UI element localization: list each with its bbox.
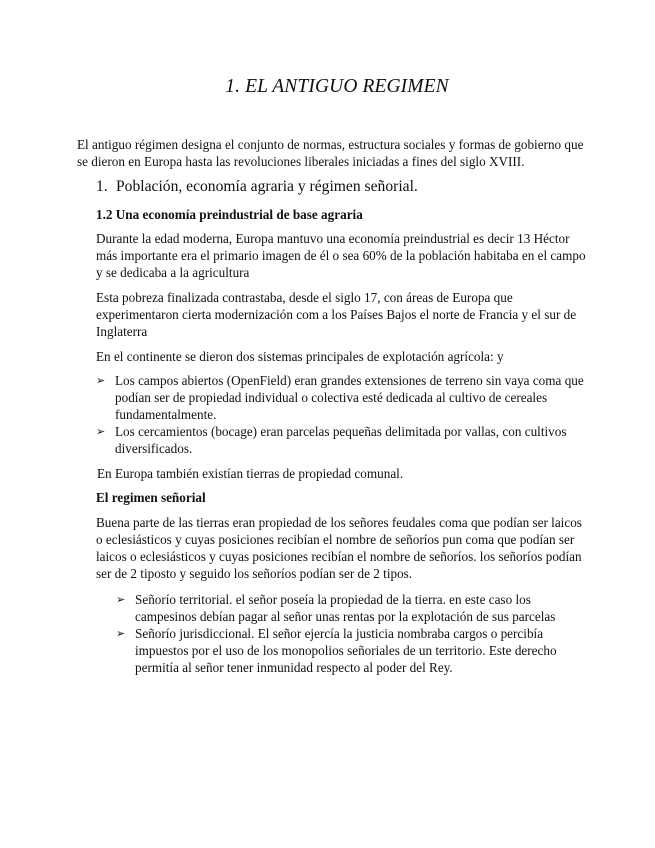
section-heading-poblacion [96, 177, 418, 196]
paragraph-economia-preindustrial: Durante la edad moderna, Europa mantuvo una economía preindustrial es decir 13 Héctor más importante era el primario imagen de él o sea 60% de la población habitaba en el campo y se dedicaba a la agricultura [96, 231, 586, 280]
list-item [96, 423, 587, 457]
list-item [96, 372, 587, 423]
paragraph-pobreza: Esta pobreza finalizada contrastaba, desde el siglo 17, con áreas de Europa que experimentaron cierta modernización com a los Países Bajos el norte de Francia y el sur de Inglaterra [96, 290, 577, 339]
page-title: 1. EL ANTIGUO REGIMEN [225, 76, 449, 97]
list-item-text: Los cercamientos (bocage) eran parcelas pequeñas delimitada por vallas, con cultivos diversificados. [115, 424, 567, 456]
arrow-bullet-icon: ➢ [96, 425, 106, 438]
section-heading-regimen-senorial: El regimen señorial [96, 490, 206, 505]
list-item-text: Señorío territorial. el señor poseía la propiedad de la tierra. en este caso los campesinos debían pagar al señor unas rentas por la explotación de sus parcelas [135, 592, 556, 624]
list-tipos-senorio [116, 591, 588, 676]
list-item-text: Señorío jurisdiccional. El señor ejercía la justicia nombraba cargos o percibía impuestos por el uso de los monopolios señoriales de un territorio. Este derecho permitía al señor tener inmunidad respecto al poder del Rey. [135, 626, 557, 675]
list-item [116, 625, 588, 676]
section-number: 1. [96, 178, 108, 195]
subsection-number: 1.2 [96, 207, 113, 222]
list-sistemas-agricolas [96, 372, 587, 457]
list-item-text: Los campos abiertos (OpenField) eran grandes extensiones de terreno sin vaya coma que podían ser de propiedad individual o colectiva esté dedicada al cultivo de cereales fundamentalmente. [115, 373, 584, 422]
subsection-heading-economia [96, 206, 363, 223]
paragraph-sistemas: En el continente se dieron dos sistemas principales de explotación agrícola: y [96, 349, 504, 364]
arrow-bullet-icon: ➢ [96, 374, 106, 387]
intro-paragraph: El antiguo régimen designa el conjunto de normas, estructura sociales y formas de gobierno que se dieron en Europa hasta las revoluciones liberales iniciadas a fines del siglo XVIII. [77, 137, 584, 169]
section-title: Población, economía agraria y régimen señorial. [116, 178, 418, 195]
paragraph-propiedad-comunal: En Europa también existían tierras de propiedad comunal. [97, 466, 404, 481]
arrow-bullet-icon: ➢ [116, 593, 126, 606]
paragraph-senores-feudales: Buena parte de las tierras eran propiedad de los señores feudales coma que podían ser laicos o eclesiásticos y cuyas posiciones recibían el nombre de señoríos pun coma que podían ser laicos o eclesiásticos y cuyas posiciones recibían el nombre de señoríos. los señoríos podían ser de 2 tiposto y seguido los señoríos podían ser de 2 tipos. [96, 515, 582, 581]
subsection-title: Una economía preindustrial de base agraria [115, 207, 363, 222]
arrow-bullet-icon: ➢ [116, 627, 126, 640]
list-item [116, 591, 588, 625]
